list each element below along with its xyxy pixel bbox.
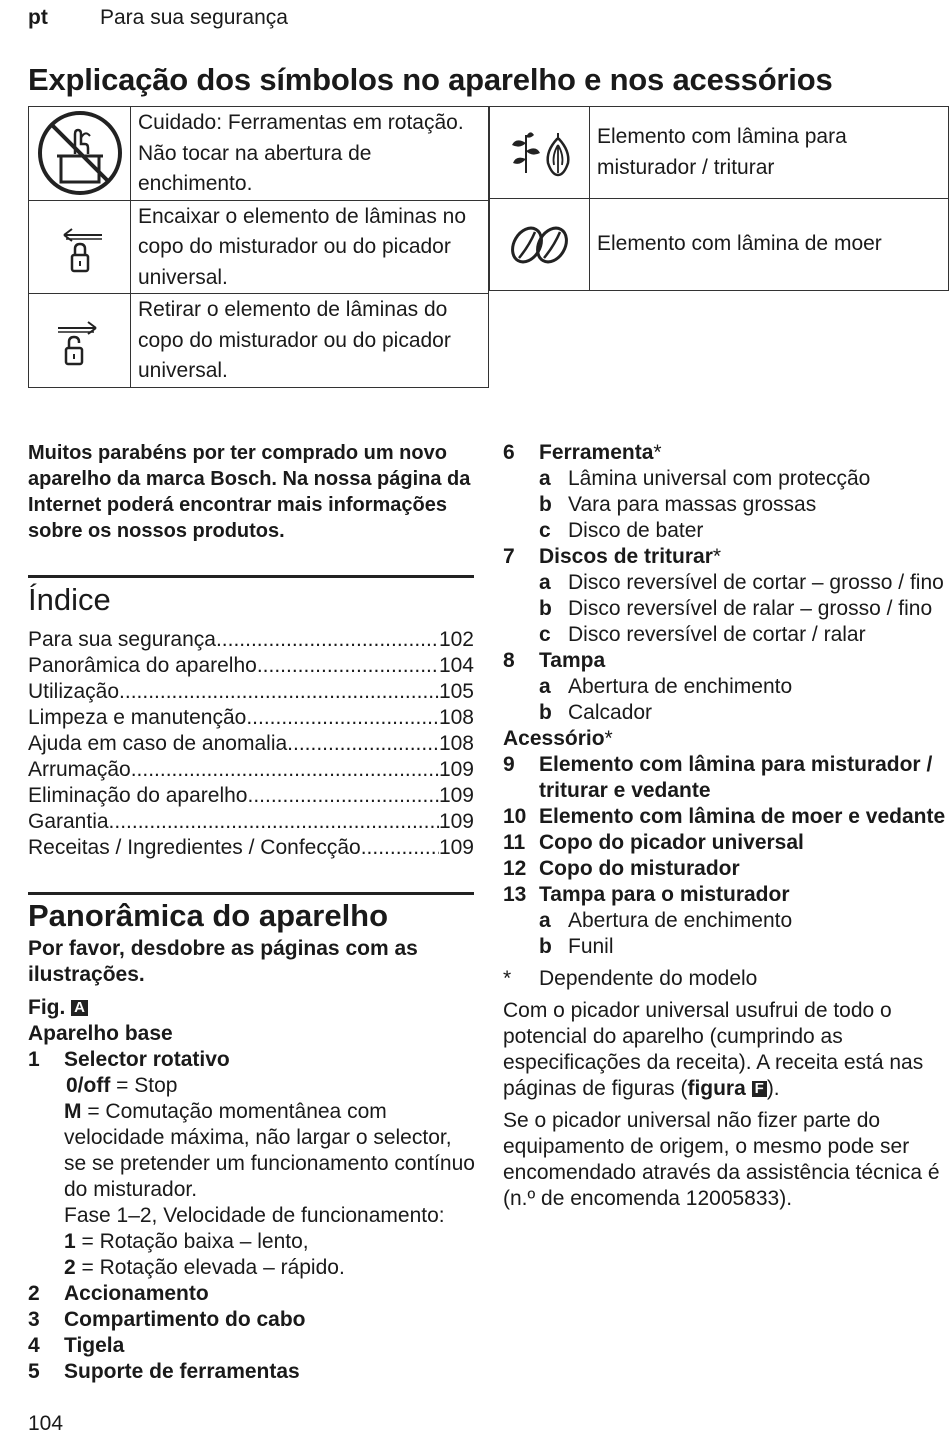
toc-leader — [247, 783, 438, 809]
item-title: Selector rotativo — [64, 1048, 230, 1071]
list-item — [28, 1281, 478, 1307]
sub-item-letter: b — [539, 493, 552, 516]
toc-entry-title: Para sua segurança — [28, 628, 216, 651]
item-number: 11 — [503, 831, 526, 854]
toc-entry[interactable] — [28, 705, 474, 731]
no-touch-rotation-icon — [35, 108, 125, 198]
item-number: 5 — [28, 1360, 40, 1383]
toc-leader — [246, 705, 439, 731]
accessory-title: Acessório — [503, 727, 605, 750]
herb-onion-icon — [500, 123, 580, 183]
setting-key: 2 — [64, 1256, 76, 1279]
sub-item — [503, 908, 949, 934]
list-item — [503, 752, 949, 804]
item-number: 13 — [503, 883, 527, 906]
toc-entry[interactable] — [28, 679, 474, 705]
symbol-description: Cuidado: Ferramentas em rotação. Não tocar na abertura de enchimento. — [131, 107, 489, 201]
section-divider — [28, 575, 474, 578]
toc-entry[interactable] — [28, 653, 474, 679]
setting-key: M — [64, 1100, 82, 1123]
item-title: Compartimento do cabo — [64, 1308, 306, 1331]
lock-arrow-left-icon — [52, 217, 108, 277]
sub-item — [503, 700, 949, 726]
sub-item — [503, 570, 949, 596]
toc-entry-page: 109 — [438, 758, 474, 781]
sub-item-text: Disco de bater — [568, 519, 704, 542]
toc-leader — [287, 731, 439, 757]
sub-item-letter: c — [539, 623, 551, 646]
figure-reference — [28, 995, 478, 1021]
item-number: 9 — [503, 753, 515, 776]
symbols-table-left — [28, 106, 489, 388]
figure-label: figura — [687, 1077, 746, 1100]
list-item — [28, 1359, 478, 1385]
toc-entry-page: 109 — [438, 784, 474, 807]
symbol-cell — [29, 200, 131, 294]
toc-entry-title: Utilização — [28, 680, 120, 703]
sub-item-letter: a — [539, 675, 551, 698]
toc-entry-page: 105 — [438, 680, 474, 703]
item-number: 4 — [28, 1334, 40, 1357]
unlock-arrow-right-icon — [52, 310, 108, 370]
item-title: Discos de triturar — [539, 545, 713, 568]
toc-entry[interactable] — [28, 835, 474, 861]
item-number: 2 — [28, 1282, 40, 1305]
footnote-text: Dependente do modelo — [539, 967, 758, 990]
toc-entry-title: Panorâmica do aparelho — [28, 654, 257, 677]
footnote-marker: * — [712, 545, 722, 568]
toc-entry[interactable] — [28, 627, 474, 653]
footnote — [503, 966, 949, 992]
item-title: Tigela — [64, 1334, 125, 1357]
paragraph-text: ). — [766, 1077, 780, 1100]
toc-entry-page: 109 — [438, 810, 474, 833]
overview-left-column — [28, 936, 478, 1385]
coffee-beans-icon — [507, 222, 573, 268]
figure-letter-badge: F — [752, 1081, 767, 1097]
item-title: Copo do misturador — [539, 857, 740, 880]
page-number: 104 — [28, 1412, 64, 1435]
item-title: Tampa para o misturador — [539, 883, 790, 906]
symbol-description: Encaixar o elemento de lâminas no copo do misturador ou do picador universal. — [131, 200, 489, 294]
section-divider — [28, 892, 474, 895]
sub-item-text: Abertura de enchimento — [568, 909, 793, 932]
toc-title: Índice — [28, 582, 111, 617]
item-title: Suporte de ferramentas — [64, 1360, 300, 1383]
item-detail — [28, 1255, 478, 1281]
list-item — [28, 1307, 478, 1333]
toc-entry-page: 108 — [438, 706, 474, 729]
sub-item — [503, 934, 949, 960]
sub-item-letter: a — [539, 571, 551, 594]
setting-key: 1 — [64, 1230, 76, 1253]
toc-entry-title: Ajuda em caso de anomalia — [28, 732, 288, 755]
toc-entry-title: Garantia — [28, 810, 109, 833]
list-item — [503, 856, 949, 882]
item-number: 6 — [503, 441, 515, 464]
figure-label: Fig. — [28, 996, 66, 1019]
sub-item — [503, 674, 949, 700]
toc-leader — [109, 809, 439, 835]
toc-entry-title: Eliminação do aparelho — [28, 784, 248, 807]
symbol-cell — [490, 199, 590, 291]
sub-item-letter: a — [539, 467, 551, 490]
item-title: Tampa — [539, 649, 606, 672]
language-code: pt — [28, 6, 48, 29]
setting-text: = Rotação elevada – rápido. — [75, 1256, 345, 1279]
item-title: Ferramenta — [539, 441, 654, 464]
running-header: Para sua segurança — [100, 6, 288, 29]
toc-leader — [361, 835, 439, 861]
figure-letter-badge: A — [71, 1000, 88, 1016]
list-item — [503, 882, 949, 908]
toc-entry-page: 102 — [438, 628, 474, 651]
list-item — [503, 648, 949, 674]
sub-item-text: Abertura de enchimento — [568, 675, 793, 698]
item-title: Copo do picador universal — [539, 831, 804, 854]
sub-item — [503, 466, 949, 492]
toc-entry-title: Arrumação — [28, 758, 131, 781]
sub-item-letter: b — [539, 597, 552, 620]
toc-entry-title: Receitas / Ingredientes / Confecção — [28, 836, 361, 859]
symbol-cell — [490, 107, 590, 199]
overview-right-column — [503, 440, 949, 1212]
paragraph — [503, 998, 949, 1102]
item-title: Elemento com lâmina para misturador / triturar e vedante — [539, 753, 933, 802]
sub-item-text: Disco reversível de cortar – grosso / fino — [568, 571, 944, 594]
sub-item-letter: b — [539, 935, 552, 958]
list-item — [28, 1333, 478, 1359]
item-title: Elemento com lâmina de moer e vedante — [539, 805, 946, 828]
setting-text: = Comutação momentânea com velocidade máxima, não largar o selector, se se pretender um funcionamento contínuo do misturador. — [64, 1100, 475, 1201]
sub-item-letter: c — [539, 519, 551, 542]
sub-item-letter: a — [539, 909, 551, 932]
toc-entry-page: 104 — [438, 654, 474, 677]
sub-item — [503, 518, 949, 544]
item-detail — [28, 1229, 478, 1255]
sub-item — [503, 622, 949, 648]
toc-leader — [119, 679, 439, 705]
list-item — [28, 1047, 478, 1073]
toc-leader — [257, 653, 439, 679]
list-item — [503, 804, 949, 830]
setting-text: = Stop — [110, 1074, 178, 1097]
footnote-marker: * — [653, 441, 662, 464]
item-detail: Fase 1–2, Velocidade de funcionamento: — [64, 1204, 445, 1227]
overview-title: Panorâmica do aparelho — [28, 898, 389, 933]
toc-leader — [216, 627, 439, 653]
paragraph: Se o picador universal não fizer parte do equipamento de origem, o mesmo pode ser encomendado através da assistência técnica é (n.º de encomenda 12005833). — [503, 1109, 940, 1210]
sub-item — [503, 492, 949, 518]
footnote-marker: * — [604, 727, 613, 750]
toc-entry-page: 109 — [438, 836, 474, 859]
intro-paragraph: Muitos parabéns por ter comprado um novo aparelho da marca Bosch. Na nossa página da Internet poderá encontrar mais informações sobre os nossos produtos. — [28, 442, 471, 542]
symbol-cell — [29, 107, 131, 201]
item-number: 10 — [503, 805, 527, 828]
paragraph-text: Com o picador universal usufrui de todo o potencial do aparelho (cumprindo as especificações da receita). A receita está nas páginas de figuras ( — [503, 999, 924, 1100]
accessory-heading — [503, 726, 949, 752]
item-detail — [28, 1099, 478, 1203]
toc-leader — [131, 757, 439, 783]
item-title: Accionamento — [64, 1282, 209, 1305]
base-unit-title: Aparelho base — [28, 1022, 173, 1045]
item-number: 12 — [503, 857, 527, 880]
symbol-description: Elemento com lâmina de moer — [590, 199, 949, 291]
toc-entry-title: Limpeza e manutenção — [28, 706, 247, 729]
sub-item-text: Calcador — [568, 701, 653, 724]
list-item — [503, 544, 949, 570]
sub-item-letter: b — [539, 701, 552, 724]
toc-entry[interactable] — [28, 783, 474, 809]
list-item — [503, 440, 949, 466]
footnote-marker: * — [503, 967, 512, 990]
sub-item-text: Funil — [568, 935, 614, 958]
item-number: 7 — [503, 545, 515, 568]
toc-entry[interactable] — [28, 731, 474, 757]
item-number: 1 — [28, 1048, 40, 1071]
toc-entry-page: 108 — [438, 732, 474, 755]
sub-item-text: Vara para massas grossas — [568, 493, 817, 516]
setting-text: = Rotação baixa – lento, — [75, 1230, 309, 1253]
sub-item-text: Disco reversível de ralar – grosso / fino — [568, 597, 933, 620]
item-detail — [28, 1073, 478, 1099]
table-of-contents — [28, 627, 474, 861]
sub-item-text: Lâmina universal com protecção — [568, 467, 871, 490]
overview-subtitle: Por favor, desdobre as páginas com as ilustrações. — [28, 937, 418, 986]
symbol-cell — [29, 294, 131, 388]
symbols-table-right — [489, 106, 949, 291]
toc-entry[interactable] — [28, 809, 474, 835]
symbol-description: Elemento com lâmina para misturador / triturar — [590, 107, 949, 199]
item-number: 8 — [503, 649, 515, 672]
sub-item — [503, 596, 949, 622]
sub-item-text: Disco reversível de cortar / ralar — [568, 623, 866, 646]
symbol-description: Retirar o elemento de lâminas do copo do misturador ou do picador universal. — [131, 294, 489, 388]
toc-entry[interactable] — [28, 757, 474, 783]
setting-key: 0/off — [66, 1074, 111, 1097]
list-item — [503, 830, 949, 856]
item-number: 3 — [28, 1308, 40, 1331]
page-title: Explicação dos símbolos no aparelho e nos acessórios — [28, 62, 833, 97]
